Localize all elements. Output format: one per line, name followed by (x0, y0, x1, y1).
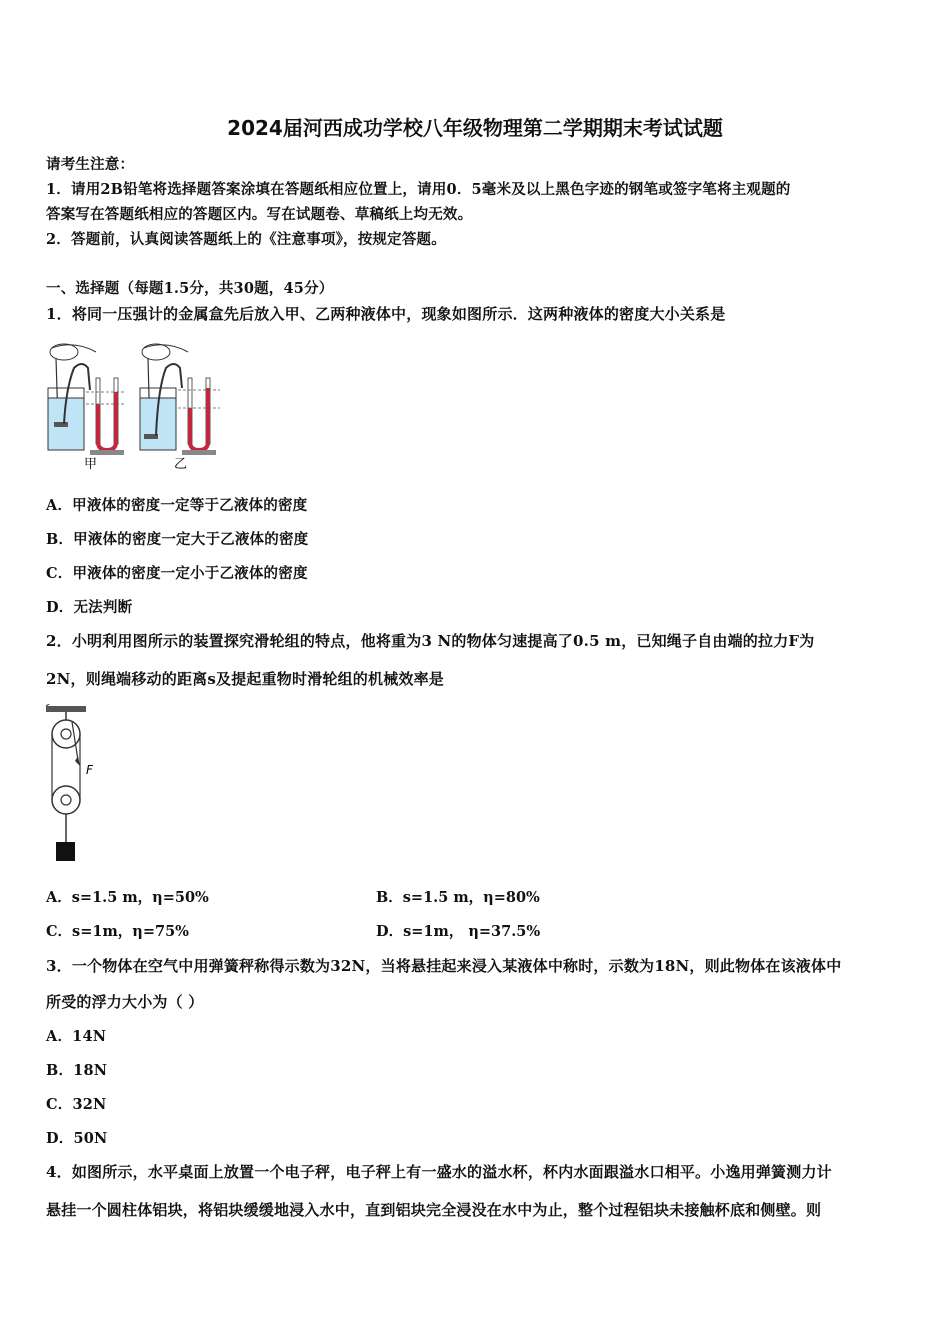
gauge-set-b (140, 344, 220, 455)
figure-label-a: 甲 (84, 457, 98, 472)
question-1-stem: 1．将同一压强计的金属盒先后放入甲、乙两种液体中，现象如图所示．这两种液体的密度大小关系是 (46, 305, 726, 323)
force-label: F (86, 763, 93, 777)
question-3-stem-line-2: 所受的浮力大小为（ ） (46, 993, 204, 1011)
question-3-option-b[interactable]: B．18N (46, 1062, 108, 1079)
gauge-set-a (48, 344, 124, 455)
section-heading: 一、选择题（每题1.5分，共30题，45分） (46, 280, 334, 297)
question-4-stem-line-1: 4．如图所示，水平桌面上放置一个电子秤，电子秤上有一盛水的溢水杯，杯内水面跟溢水口相平。小逸用弹簧测力计 (46, 1163, 832, 1181)
pulley-figure (42, 704, 112, 866)
question-1-option-d[interactable]: D．无法判断 (46, 599, 133, 616)
notice-heading: 请考生注意： (46, 156, 135, 173)
question-2-option-c[interactable]: C．s=1m，η=75% (46, 923, 189, 940)
question-3-stem-line-1: 3．一个物体在空气中用弹簧秤称得示数为32N，当将悬挂起来浸入某液体中称时，示数为18N，则此物体在该液体中 (46, 957, 842, 975)
question-1-option-c[interactable]: C．甲液体的密度一定小于乙液体的密度 (46, 565, 308, 582)
question-1-option-a[interactable]: A．甲液体的密度一定等于乙液体的密度 (46, 497, 308, 514)
notice-item-2: 2．答题前，认真阅读答题纸上的《注意事项》，按规定答题。 (46, 231, 446, 248)
question-3-option-c[interactable]: C．32N (46, 1096, 107, 1113)
question-2-option-a[interactable]: A．s=1.5 m，η=50% (46, 889, 209, 906)
question-2-option-d[interactable]: D．s=1m， η=37.5% (376, 923, 541, 940)
notice-item-1-line-2: 答案写在答题纸相应的答题区内。写在试题卷、草稿纸上均无效。 (46, 206, 473, 223)
question-3-option-a[interactable]: A．14N (46, 1028, 107, 1045)
question-4-stem-line-2: 悬挂一个圆柱体铝块，将铝块缓缓地浸入水中，直到铝块完全浸没在水中为止，整个过程铝块未接触杯底和侧壁。则 (46, 1201, 822, 1219)
figure-label-b: 乙 (174, 457, 188, 472)
notice-item-1-line-1: 1．请用2B铅笔将选择题答案涂填在答题纸相应位置上，请用0．5毫米及以上黑色字迹的钢笔或签字笔将主观题的 (46, 181, 791, 198)
question-2-stem-line-1: 2．小明利用图所示的装置探究滑轮组的特点，他将重为3 N的物体匀速提高了0.5 m，已知绳子自由端的拉力F为 (46, 632, 815, 650)
question-2-stem-line-2: 2N，则绳端移动的距离s及提起重物时滑轮组的机械效率是 (46, 670, 444, 688)
question-1-option-b[interactable]: B．甲液体的密度一定大于乙液体的密度 (46, 531, 309, 548)
question-2-option-b[interactable]: B．s=1.5 m，η=80% (376, 889, 540, 906)
question-3-option-d[interactable]: D．50N (46, 1130, 108, 1147)
pressure-gauge-figure (44, 338, 224, 474)
page-title: 2024届河西成功学校八年级物理第二学期期末考试试题 (227, 116, 723, 140)
